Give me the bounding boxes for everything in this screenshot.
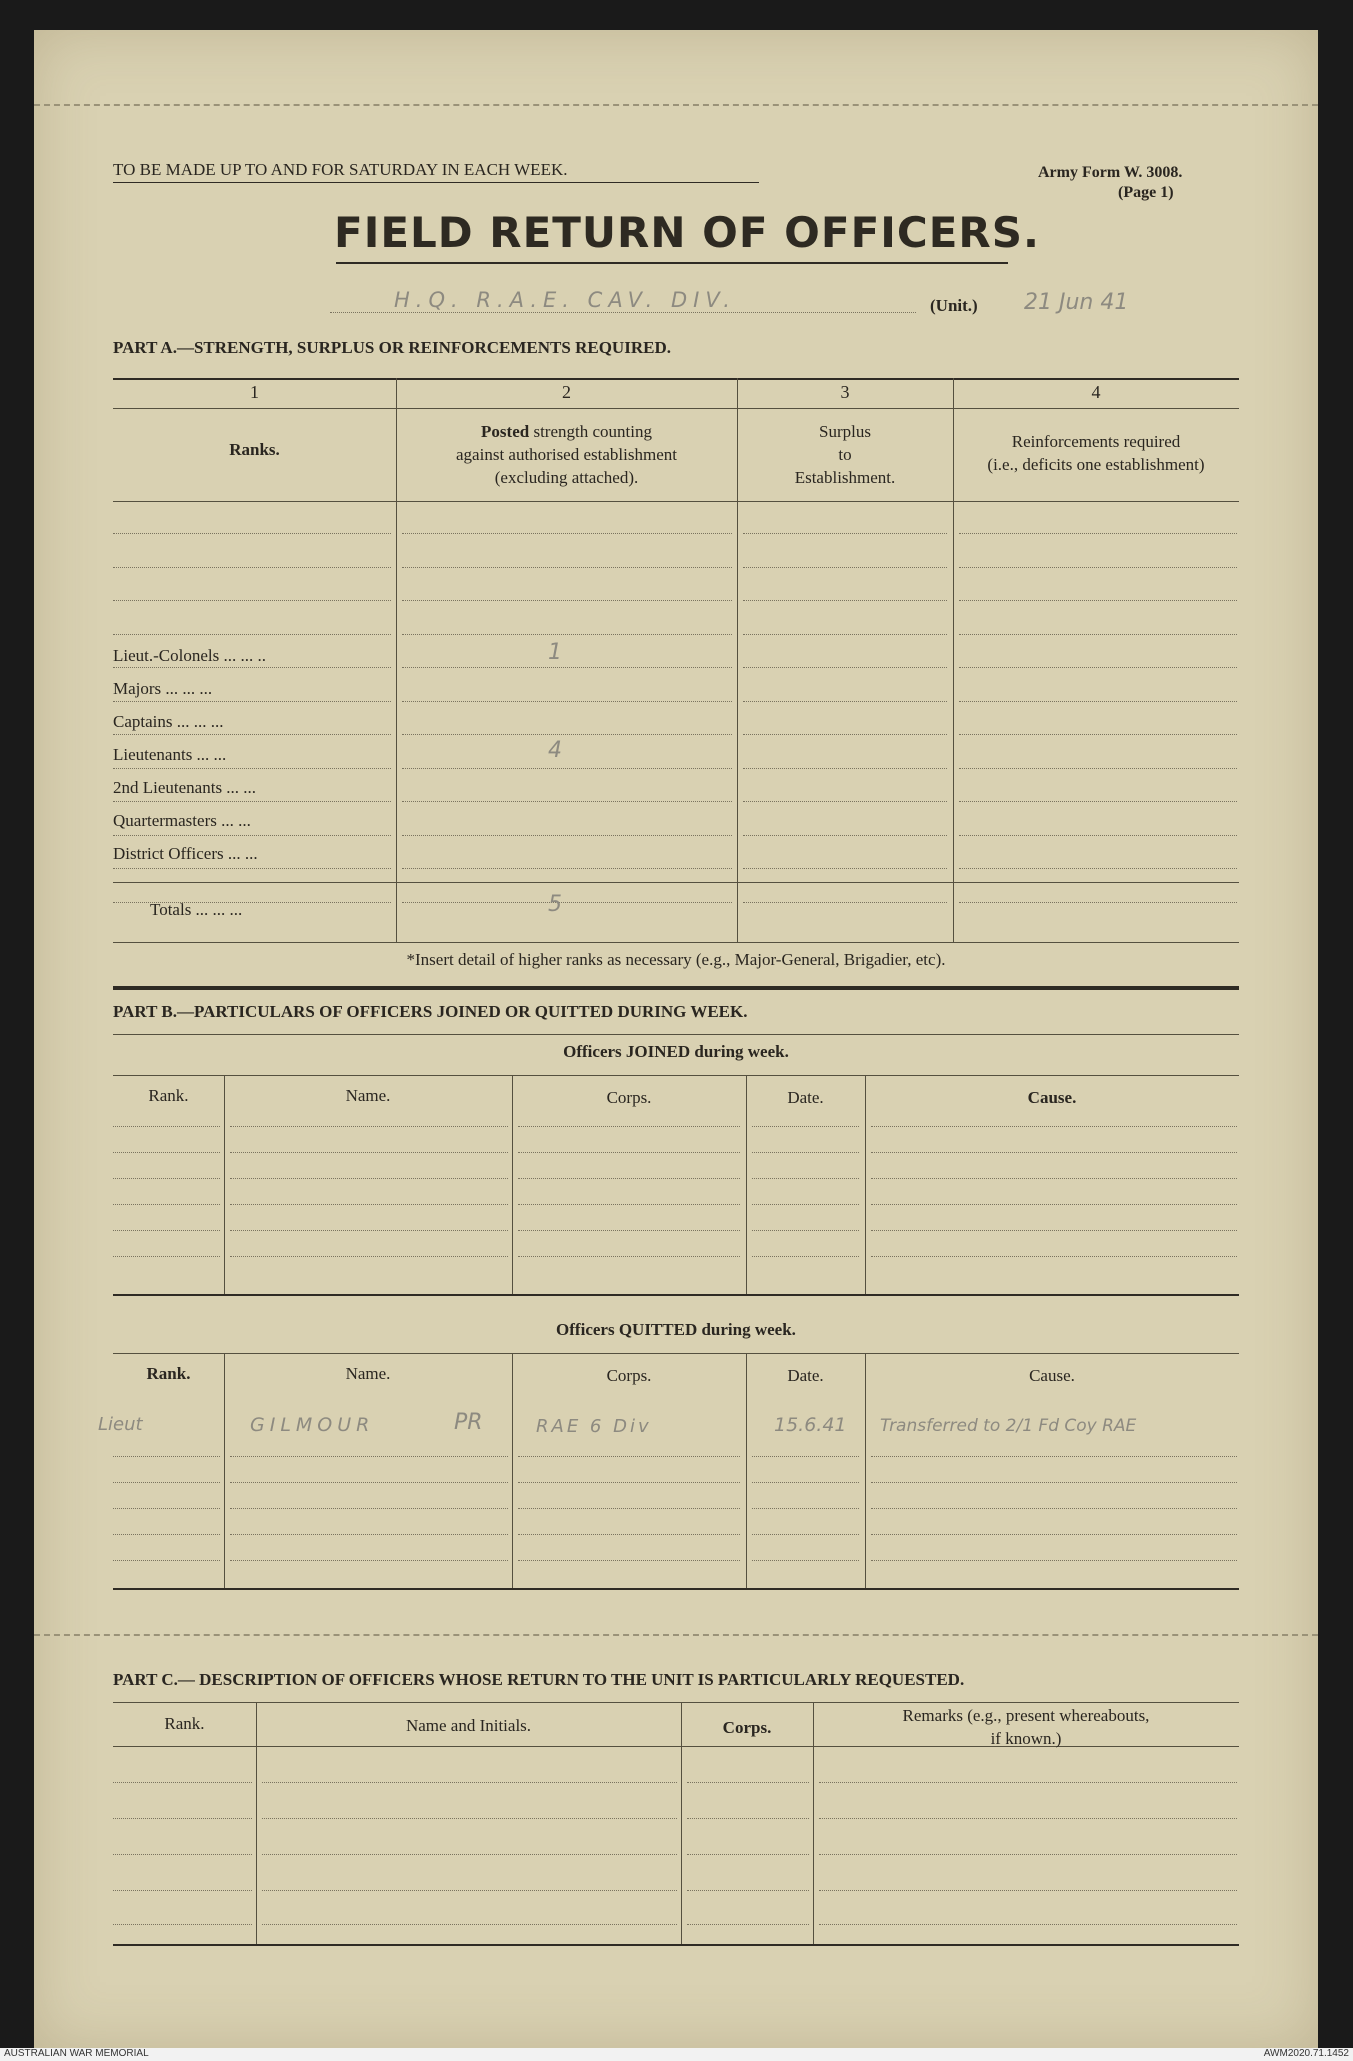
part-a-row-line [402,734,732,735]
quitted-row-line [752,1560,859,1561]
quitted-row-line [113,1560,220,1561]
quitted-row-line [871,1482,1237,1483]
part-c-row-line [687,1782,809,1783]
instruction-text: TO BE MADE UP TO AND FOR SATURDAY IN EACH WEEK. [113,160,568,179]
joined-title: Officers JOINED during week. [563,1042,789,1061]
joined-row-line [752,1230,859,1231]
quitted-divider-3 [746,1353,747,1588]
part-a-header-rule [113,501,1239,502]
part-a-row-line [113,734,391,735]
part-a-footnote: *Insert detail of higher ranks as necessary (e.g., Major-General, Brigadier, etc). [406,950,946,969]
part-c-row-line [687,1854,809,1855]
part-c-row-line [687,1924,809,1925]
part-a-row-line [113,600,391,601]
rank-majors: Majors ... ... ... [113,679,213,698]
perforation-bottom [34,1634,1318,1636]
part-c-row-line [687,1890,809,1891]
joined-row-line [871,1152,1237,1153]
part-c-divider-1 [256,1702,257,1944]
quitted-row-line [518,1508,740,1509]
quitted-row-line [113,1482,220,1483]
joined-row-line [113,1256,220,1257]
quitted-row-line [871,1508,1237,1509]
part-a-row-line [743,533,947,534]
part-c-row-line [262,1924,677,1925]
form-sheet [34,30,1318,2048]
joined-col-rank: Rank. [148,1086,189,1105]
quitted-table-bottom [113,1588,1239,1590]
quitted-entry-rank: Lieut [98,1414,143,1435]
joined-row-line [752,1152,859,1153]
quitted-entry-name: GILMOUR [250,1414,375,1436]
part-c-heading: PART C.— DESCRIPTION OF OFFICERS WHOSE RETURN TO THE UNIT IS PARTICULARLY REQUESTED. [113,1670,965,1689]
part-a-row-line [959,701,1237,702]
part-a-row-line [743,634,947,635]
joined-row-line [752,1178,859,1179]
quitted-row-line [113,1456,220,1457]
posted-lieutenants: 4 [548,738,562,763]
quitted-col-cause: Cause. [1029,1366,1075,1385]
totals-label: Totals ... ... ... [150,900,243,919]
footer-accession: AWM2020.71.1452 [1263,2048,1349,2059]
joined-col-date: Date. [787,1088,824,1107]
part-a-row-line [959,768,1237,769]
col-number-3: 3 [840,382,850,402]
part-a-heading: PART A.—STRENGTH, SURPLUS OR REINFORCEMENTS REQUIRED. [113,338,671,357]
part-c-row-line [262,1854,677,1855]
quitted-divider-1 [224,1353,225,1588]
rank-lieutenants: Lieutenants ... ... [113,745,227,764]
part-a-row-line [402,902,732,903]
quitted-row-line [113,1534,220,1535]
part-c-row-line [819,1890,1237,1891]
joined-row-line [871,1178,1237,1179]
joined-table-top [113,1075,1239,1076]
joined-col-corps: Corps. [606,1088,652,1107]
part-a-row-line [743,600,947,601]
part-c-bottom-rule [113,1944,1239,1946]
quitted-row-line [230,1482,508,1483]
joined-row-line [871,1230,1237,1231]
joined-row-line [518,1126,740,1127]
part-c-row-line [819,1782,1237,1783]
part-a-row-line [959,868,1237,869]
posted-lieut-colonels: 1 [548,640,562,665]
joined-row-line [752,1204,859,1205]
date-value: 21 Jun 41 [1024,290,1129,315]
joined-row-line [752,1256,859,1257]
surplus-header: Surplus to Establishment. [794,422,896,487]
quitted-row-line [871,1560,1237,1561]
part-a-row-line [402,868,732,869]
part-c-divider-2 [681,1702,682,1944]
title-underline [336,262,1008,264]
quitted-col-date: Date. [787,1366,824,1385]
posted-totals: 5 [548,892,562,917]
part-a-row-line [113,667,391,668]
joined-row-line [230,1126,508,1127]
joined-col-name: Name. [345,1086,391,1105]
part-a-row-line [743,801,947,802]
part-a-row-line [402,801,732,802]
quitted-divider-2 [512,1353,513,1588]
quitted-row-line [230,1508,508,1509]
quitted-row-line [230,1456,508,1457]
part-a-row-line [402,634,732,635]
joined-row-line [518,1178,740,1179]
quitted-row-line [230,1534,508,1535]
joined-row-line [113,1204,220,1205]
part-c-row-line [113,1818,252,1819]
quitted-entry-initials: PR [454,1410,483,1435]
part-a-totals-rule [113,882,1239,883]
quitted-row-line [752,1534,859,1535]
joined-row-line [871,1204,1237,1205]
quitted-row-line [871,1534,1237,1535]
part-a-row-line [113,801,391,802]
part-c-col-remarks: Remarks (e.g., present whereabouts, if known.) [902,1706,1150,1748]
part-a-row-line [959,801,1237,802]
quitted-col-name: Name. [345,1364,391,1383]
part-a-row-line [743,701,947,702]
joined-row-line [752,1126,859,1127]
quitted-table-top [113,1353,1239,1354]
col-number-2: 2 [562,382,571,402]
part-a-row-line [113,533,391,534]
footer-credit: AUSTRALIAN WAR MEMORIAL [4,2048,149,2059]
part-a-row-line [402,533,732,534]
part-a-row-line [959,902,1237,903]
quitted-divider-4 [865,1353,866,1588]
joined-divider-1 [224,1075,225,1294]
part-a-row-line [743,868,947,869]
joined-row-line [113,1152,220,1153]
part-c-row-line [262,1818,677,1819]
part-c-col-rank: Rank. [164,1714,205,1733]
quitted-col-rank: Rank. [146,1364,191,1383]
part-a-row-line [113,835,391,836]
posted-header: Posted strength counting against authorised establishment (excluding attached). [456,422,677,487]
part-a-row-line [743,835,947,836]
part-a-row-line [113,701,391,702]
joined-row-line [518,1230,740,1231]
part-a-row-line [402,768,732,769]
part-c-row-line [819,1818,1237,1819]
part-b-top-rule [113,1034,1239,1035]
joined-row-line [113,1126,220,1127]
part-a-row-line [113,868,391,869]
part-a-row-line [113,768,391,769]
instruction-underline [113,182,759,183]
part-a-row-line [402,835,732,836]
part-a-row-line [959,835,1237,836]
part-c-row-line [819,1854,1237,1855]
part-a-row-line [113,567,391,568]
unit-label: (Unit.) [930,296,978,315]
part-a-row-line [402,600,732,601]
part-c-row-line [262,1782,677,1783]
part-a-row-line [743,768,947,769]
quitted-entry-date: 15.6.41 [774,1414,847,1436]
part-a-row-line [959,734,1237,735]
joined-row-line [518,1152,740,1153]
quitted-title: Officers QUITTED during week. [556,1320,796,1339]
quitted-row-line [518,1560,740,1561]
joined-row-line [113,1230,220,1231]
quitted-row-line [518,1482,740,1483]
part-c-row-line [819,1924,1237,1925]
joined-row-line [518,1204,740,1205]
part-a-row-line [743,734,947,735]
part-a-row-line [959,634,1237,635]
joined-row-line [230,1230,508,1231]
joined-col-cause: Cause. [1027,1088,1077,1107]
perforation-top [34,104,1318,106]
part-c-row-line [113,1890,252,1891]
part-a-row-line [959,533,1237,534]
ranks-header: Ranks. [229,440,280,459]
part-a-bottom-rule [113,942,1239,943]
col-number-1: 1 [250,382,259,402]
part-a-row-line [959,600,1237,601]
part-c-row-line [113,1782,252,1783]
part-a-row-line [402,567,732,568]
page-number: (Page 1) [1118,184,1174,201]
part-a-row-line [402,701,732,702]
joined-row-line [230,1178,508,1179]
reinforcements-header: Reinforcements required (i.e., deficits one establishment) [987,432,1205,474]
joined-row-line [871,1126,1237,1127]
rank-lieut-colonels: Lieut.-Colonels ... ... .. [113,646,266,665]
part-c-row-line [113,1854,252,1855]
quitted-col-corps: Corps. [606,1366,652,1385]
part-a-row-line [743,567,947,568]
part-c-row-line [687,1818,809,1819]
unit-value: H.Q. R.A.E. CAV. DIV. [394,288,736,312]
part-a-row-line [743,902,947,903]
quitted-row-line [518,1456,740,1457]
part-a-number-rule [113,408,1239,409]
part-a-row-line [743,667,947,668]
footer-bar [0,2048,1353,2061]
quitted-row-line [871,1456,1237,1457]
part-a-end-rule [113,986,1239,990]
joined-row-line [230,1204,508,1205]
rank-captains: Captains ... ... ... [113,712,224,731]
part-a-row-line [959,567,1237,568]
part-c-row-line [262,1890,677,1891]
joined-table-bottom [113,1294,1239,1296]
part-a-row-line [402,667,732,668]
rank-2nd-lieutenants: 2nd Lieutenants ... ... [113,778,257,797]
joined-row-line [518,1256,740,1257]
part-a-top-rule [113,378,1239,380]
unit-line [330,312,916,313]
part-c-row-line [113,1924,252,1925]
part-c-col-corps: Corps. [722,1718,772,1737]
quitted-row-line [518,1534,740,1535]
quitted-row-line [230,1560,508,1561]
form-number: Army Form W. 3008. [1038,164,1183,181]
joined-row-line [871,1256,1237,1257]
col-number-4: 4 [1091,382,1101,402]
joined-row-line [230,1152,508,1153]
quitted-row-line [752,1456,859,1457]
quitted-row-line [752,1508,859,1509]
quitted-row-line [752,1482,859,1483]
quitted-row-line [113,1508,220,1509]
joined-row-line [230,1256,508,1257]
form-title: FIELD RETURN OF OFFICERS. [334,208,1040,257]
rank-quartermasters: Quartermasters ... ... [113,811,251,830]
rank-district-officers: District Officers ... ... [113,844,258,863]
part-c-col-name: Name and Initials. [405,1716,532,1735]
quitted-entry-corps: RAE 6 Div [536,1416,652,1437]
part-b-heading: PART B.—PARTICULARS OF OFFICERS JOINED OR QUITTED DURING WEEK. [113,1002,748,1021]
joined-row-line [113,1178,220,1179]
part-a-row-line [959,667,1237,668]
quitted-entry-cause: Transferred to 2/1 Fd Coy RAE [880,1416,1137,1436]
part-c-top-rule [113,1702,1239,1703]
part-a-row-line [113,634,391,635]
